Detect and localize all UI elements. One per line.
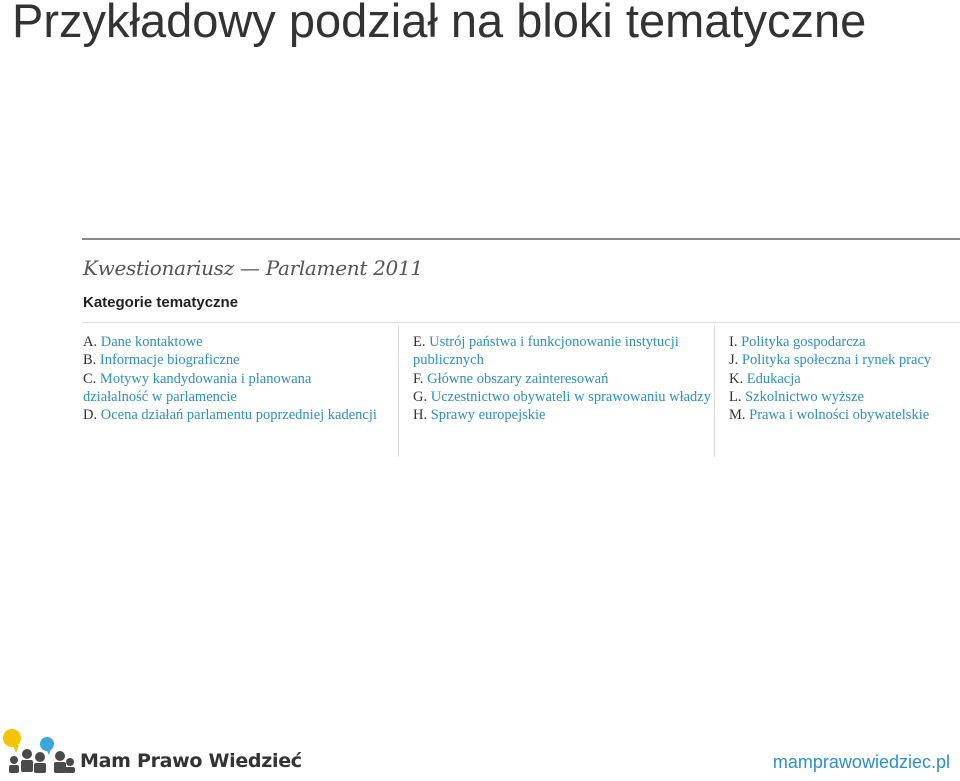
categories-heading: Kategorie tematyczne bbox=[83, 294, 239, 311]
category-columns bbox=[82, 333, 960, 457]
category-link[interactable]: Dane kontaktowe bbox=[100, 334, 203, 350]
category-item-c[interactable]: C. Motywy kandydowania i planowana działalność w parlamencie bbox=[83, 370, 312, 405]
top-divider bbox=[82, 238, 960, 240]
category-item-f[interactable]: F. Główne obszary zainteresowań bbox=[413, 370, 609, 387]
category-link[interactable]: Ocena działań parlamentu poprzedniej kadencji bbox=[100, 407, 377, 424]
logo-people-icon bbox=[2, 726, 78, 776]
category-link[interactable]: Prawa i wolności obywatelskie bbox=[749, 407, 930, 424]
category-item-a[interactable]: A. Dane kontaktowe bbox=[83, 334, 203, 350]
footer-url-link[interactable]: mamprawowiedziec.pl bbox=[772, 752, 950, 772]
category-link[interactable]: Szkolnictwo wyższe bbox=[745, 388, 864, 405]
category-column-1 bbox=[83, 326, 379, 424]
category-item-m[interactable]: M. Prawa i wolności obywatelskie bbox=[729, 407, 930, 424]
questionnaire-title: Kwestionariusz — Parlament 2011 bbox=[83, 256, 423, 280]
category-item-j[interactable]: J. Polityka społeczna i rynek pracy bbox=[729, 352, 932, 369]
category-link[interactable]: Sprawy europejskie bbox=[430, 407, 546, 424]
category-link[interactable]: Polityka gospodarcza bbox=[741, 334, 866, 350]
category-link[interactable]: Ustrój państwa i funkcjonowanie instytucji publicznych bbox=[413, 334, 679, 369]
category-item-h[interactable]: H. Sprawy europejskie bbox=[413, 407, 546, 424]
category-item-g[interactable]: G. Uczestnictwo obywateli w sprawowaniu władzy bbox=[413, 388, 711, 405]
category-item-e[interactable]: E. Ustrój państwa i funkcjonowanie instytucji publicznych bbox=[413, 334, 679, 369]
footer-logo bbox=[2, 726, 302, 776]
questionnaire-panel bbox=[82, 238, 960, 457]
category-column-2 bbox=[398, 326, 711, 457]
category-item-d[interactable]: D. Ocena działań parlamentu poprzedniej kadencji bbox=[83, 407, 377, 424]
categories-divider bbox=[82, 322, 960, 323]
category-item-l[interactable]: L. Szkolnictwo wyższe bbox=[729, 388, 864, 405]
category-link[interactable]: Informacje biograficzne bbox=[99, 352, 240, 369]
slide-title: Przykładowy podział na bloki tematyczne bbox=[12, 0, 867, 47]
category-item-i[interactable]: I. Polityka gospodarcza bbox=[729, 334, 866, 350]
category-link[interactable]: Główne obszary zainteresowań bbox=[427, 370, 609, 387]
logo-text: Mam Prawo Wiedzieć bbox=[80, 750, 302, 772]
category-column-3 bbox=[714, 326, 960, 457]
category-link[interactable]: Uczestnictwo obywateli w sprawowaniu władzy bbox=[430, 388, 711, 405]
category-link[interactable]: Edukacja bbox=[746, 370, 801, 387]
category-item-b[interactable]: B. Informacje biograficzne bbox=[83, 352, 240, 369]
category-link[interactable]: Motywy kandydowania i planowana działalność w parlamencie bbox=[83, 370, 312, 405]
category-link[interactable]: Polityka społeczna i rynek pracy bbox=[741, 352, 932, 369]
category-item-k[interactable]: K. Edukacja bbox=[729, 370, 801, 387]
